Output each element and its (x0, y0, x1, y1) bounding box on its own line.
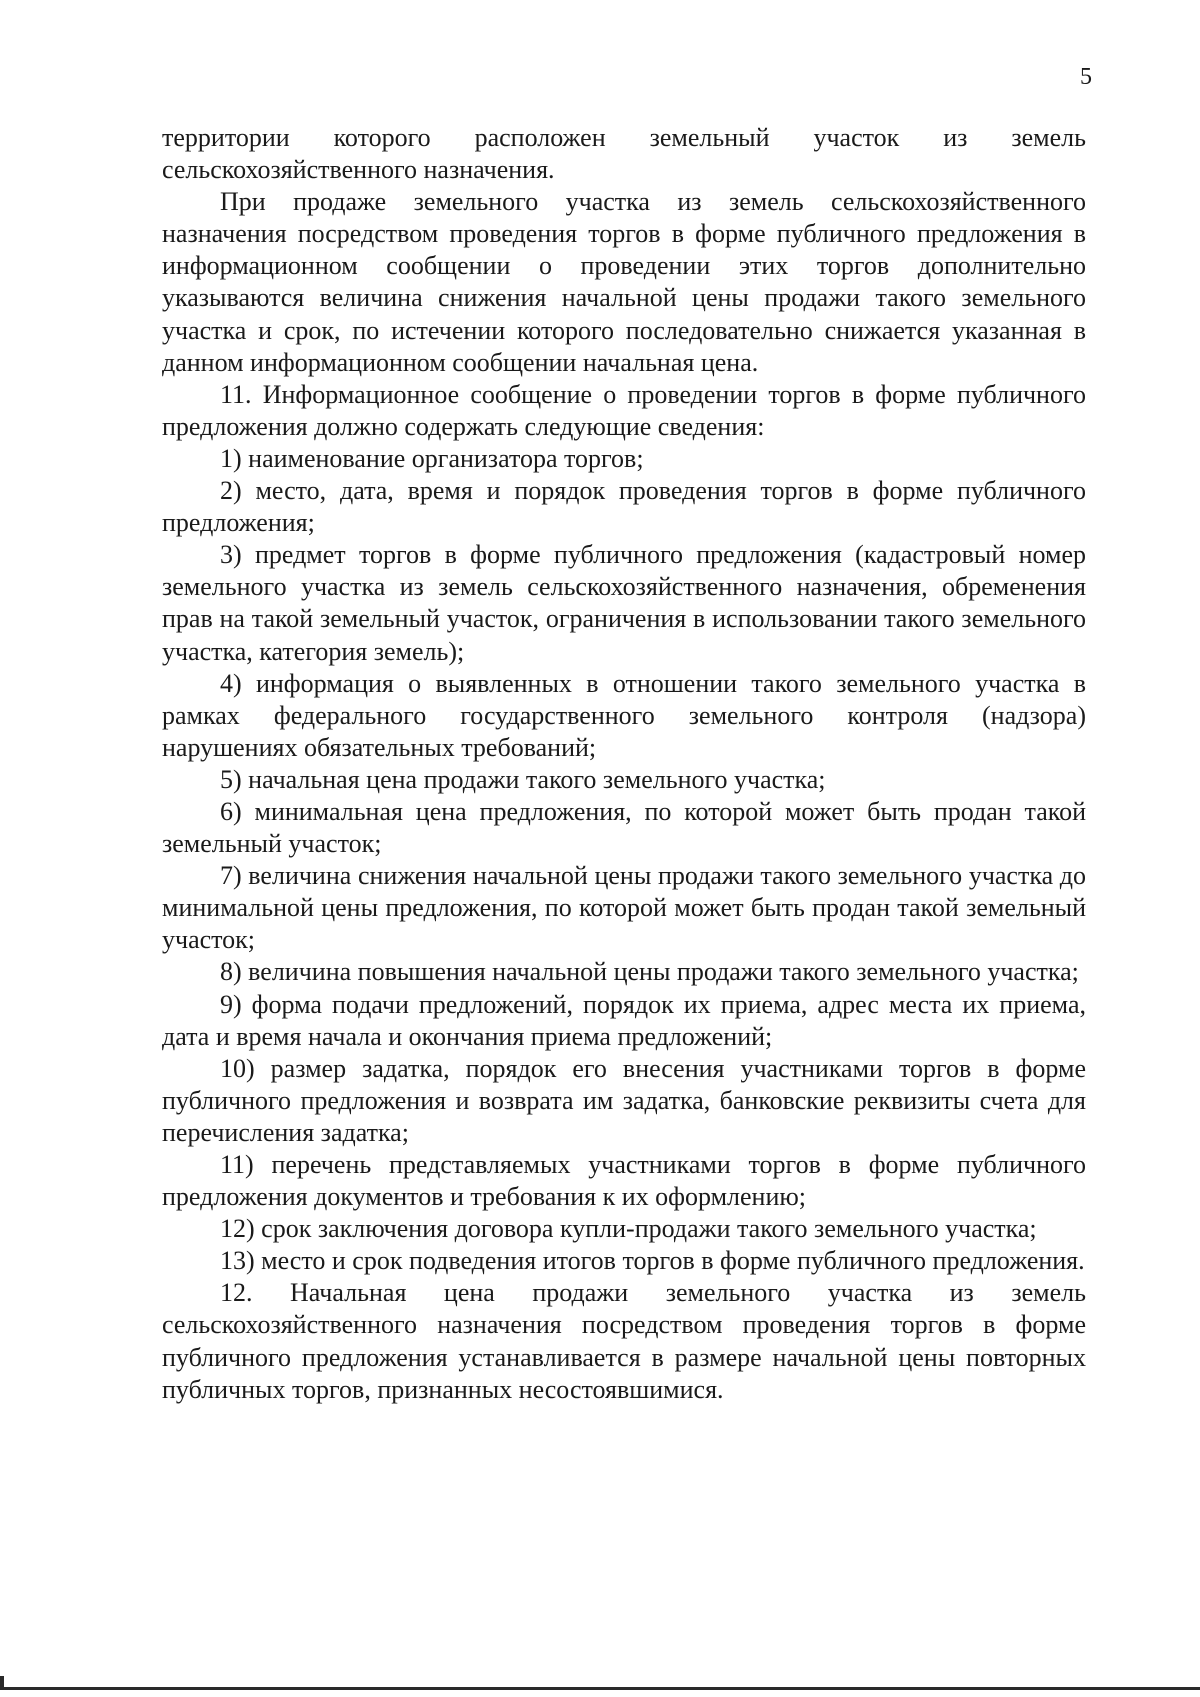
list-item-8: 8) величина повышения начальной цены продажи такого земельного участка; (220, 957, 1079, 987)
list-item-12: 12) срок заключения договора купли-продажи такого земельного участка; (220, 1214, 1037, 1244)
list-item-6: 6) минимальная цена предложения, по которой может быть продан такой земельный участок; (162, 796, 1086, 859)
list-item-9: 9) форма подачи предложений, порядок их приема, адрес места их приема, дата и время начала и окончания приема предложений; (162, 989, 1086, 1051)
list-item-5: 5) начальная цена продажи такого земельного участка; (220, 764, 826, 794)
scan-bottom-border (0, 1687, 1200, 1690)
clause-11-heading: 11. Информационное сообщение о проведении торгов в форме публичного предложения должно содержать следующие сведения: (162, 379, 1086, 441)
list-item-11: 11) перечень представляемых участниками торгов в форме публичного предложения документов и требования к их оформлению; (162, 1150, 1086, 1212)
clause-12: 12. Начальная цена продажи земельного участка из земель сельскохозяйственного назначения посредством проведения торгов в форме публичного предложения устанавливается в размере начальной цены повторных публичных торгов, признанных несостоявшимися. (162, 1278, 1086, 1404)
list-item-1: 1) наименование организатора торгов; (220, 443, 644, 473)
list-item-13: 13) место и срок подведения итогов торгов в форме публичного предложения. (220, 1246, 1085, 1276)
list-item-2: 2) место, дата, время и порядок проведения торгов в форме публичного предложения; (162, 476, 1086, 538)
paragraph-public-offer-info: При продаже земельного участка из земель сельскохозяйственного назначения посредством проведения торгов в форме публичного предложения в информационном сообщении о проведении этих торгов дополнительно указываются величина снижения начальной цены продажи такого земельного участка и срок, по истечении которого последовательно снижается указанная в данном информационном сообщении начальная цена. (162, 187, 1086, 377)
list-item-3: 3) предмет торгов в форме публичного предложения (кадастровый номер земельного участка из земель сельскохозяйственного назначения, обременения прав на такой земельный участок, ограничения в использовании такого земельного участка, категория земель); (162, 540, 1086, 666)
list-item-10: 10) размер задатка, порядок его внесения участниками торгов в форме публичного предложения и возврата им задатка, банковские реквизиты счета для перечисления задатка; (162, 1053, 1086, 1147)
paragraph-continuation: территории которого расположен земельный участок из земель сельскохозяйственного назначения. (162, 123, 1086, 185)
document-body (162, 122, 1086, 1406)
page-number: 5 (1080, 64, 1092, 90)
list-item-4: 4) информация о выявленных в отношении такого земельного участка в рамках федерального государственного земельного контроля (надзора) нарушениях обязательных требований; (162, 668, 1086, 762)
list-item-7: 7) величина снижения начальной цены продажи такого земельного участка до минимальной цены предложения, по которой может быть продан такой земельный участок; (162, 861, 1086, 955)
